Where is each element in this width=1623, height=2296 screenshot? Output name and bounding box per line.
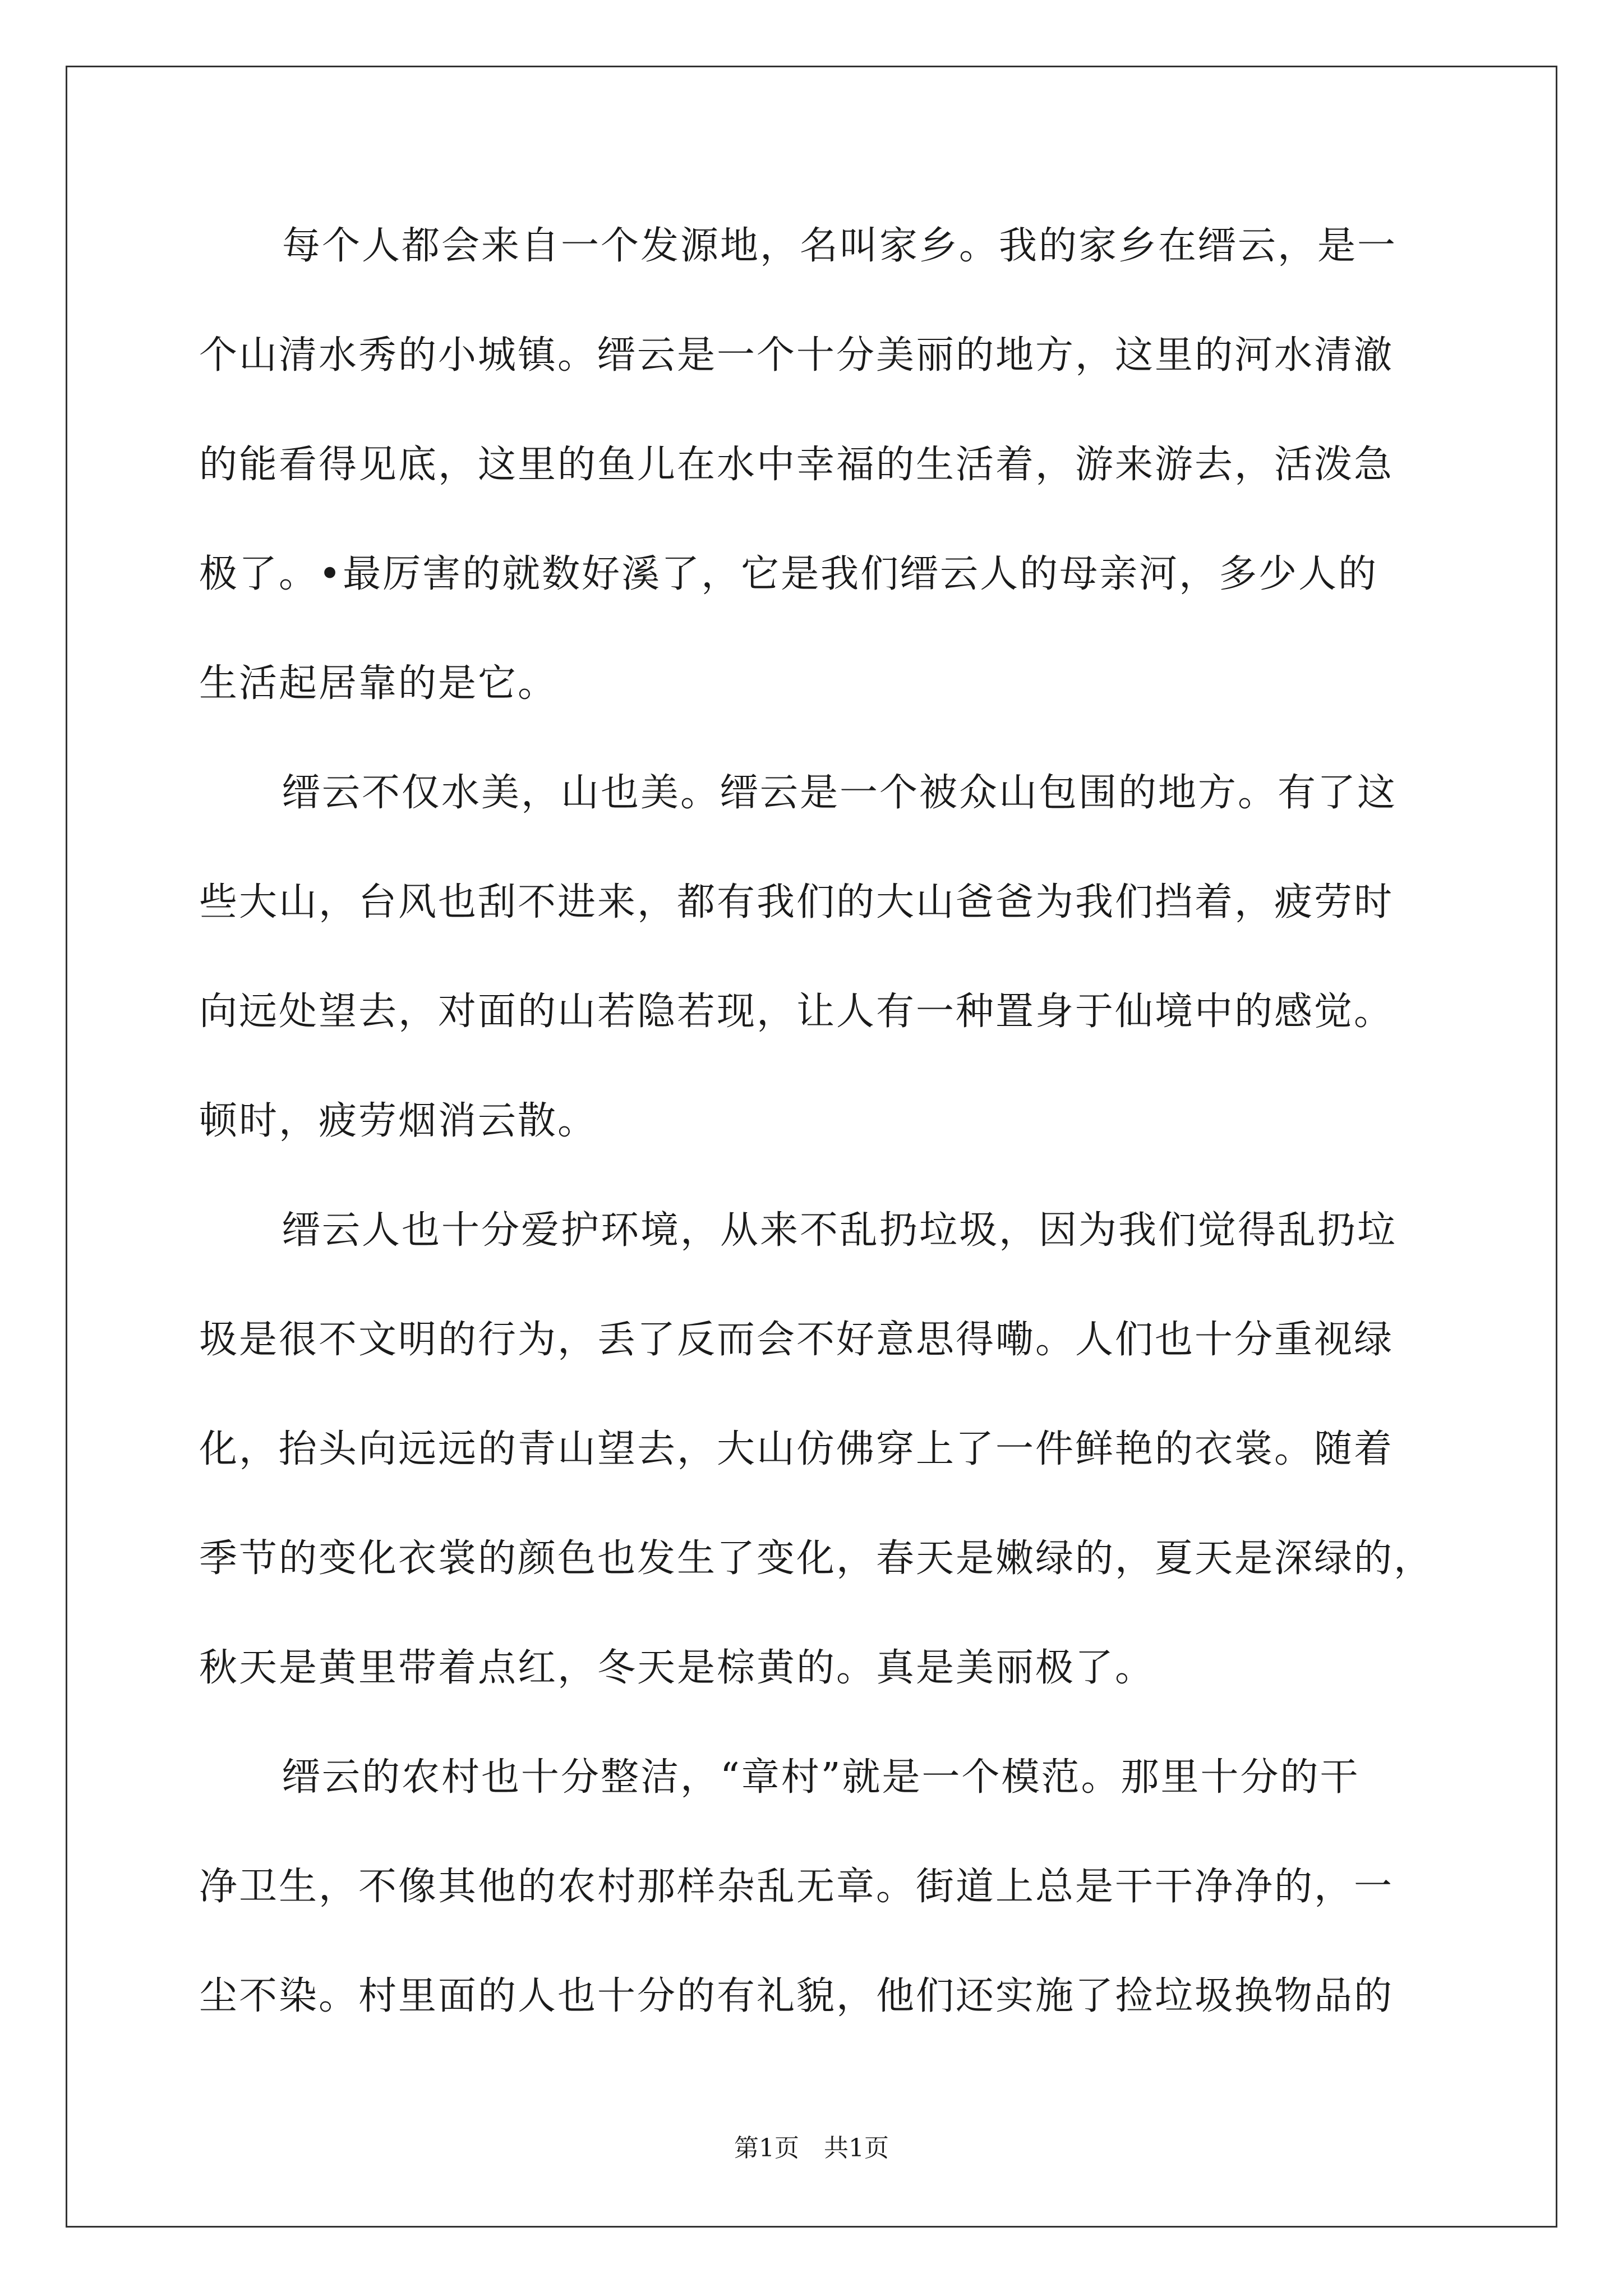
text-line: 化，抬头向远远的青山望去，大山仿佛穿上了一件鲜艳的衣裳。随着: [199, 1427, 1394, 1471]
text-line: 季节的变化衣裳的颜色也发生了变化，春天是嫩绿的，夏天是深绿的，: [199, 1536, 1434, 1581]
text-line: 缙云的农村也十分整洁，“章村”就是一个模范。那里十分的干: [282, 1755, 1360, 1800]
paragraph-4: [199, 1750, 1438, 2024]
text-line: 每个人都会来自一个发源地，名叫家乡。我的家乡在缙云，是一: [282, 224, 1398, 268]
paragraph-1: [199, 219, 1438, 711]
paragraph-3: [199, 1203, 1438, 1696]
text-line: 净卫生，不像其他的农村那样杂乱无章。街道上总是干干净净的，一: [199, 1865, 1394, 1909]
page-number-label: 第1页 共1页: [734, 2134, 889, 2162]
text-line: 圾是很不文明的行为，丢了反而会不好意思得嘞。人们也十分重视绿: [199, 1318, 1394, 1362]
text-line: 生活起居靠的是它。: [199, 661, 558, 706]
text-line: 极了。•最厉害的就数好溪了，它是我们缙云人的母亲河，多少人的: [199, 552, 1378, 596]
text-line: 顿时，疲劳烟消云散。: [199, 1099, 598, 1143]
page-footer: [0, 2132, 1623, 2165]
text-line: 缙云不仅水美，山也美。缙云是一个被众山包围的地方。有了这: [282, 771, 1398, 815]
text-line: 个山清水秀的小城镇。缙云是一个十分美丽的地方，这里的河水清澈: [199, 333, 1394, 378]
text-line: 向远处望去，对面的山若隐若现，让人有一种置身于仙境中的感觉。: [199, 990, 1394, 1034]
text-line: 尘不染。村里面的人也十分的有礼貌，他们还实施了捡垃圾换物品的: [199, 1974, 1394, 2018]
text-line: 缙云人也十分爱护环境，从来不乱扔垃圾，因为我们觉得乱扔垃: [282, 1208, 1398, 1253]
text-line: 秋天是黄里带着点红，冬天是棕黄的。真是美丽极了。: [199, 1646, 1155, 1690]
document-body: [199, 219, 1438, 2024]
paragraph-2: [199, 766, 1438, 1149]
text-line: 的能看得见底，这里的鱼儿在水中幸福的生活着，游来游去，活泼急: [199, 443, 1394, 487]
text-line: 些大山，台风也刮不进来，都有我们的大山爸爸为我们挡着，疲劳时: [199, 880, 1394, 924]
